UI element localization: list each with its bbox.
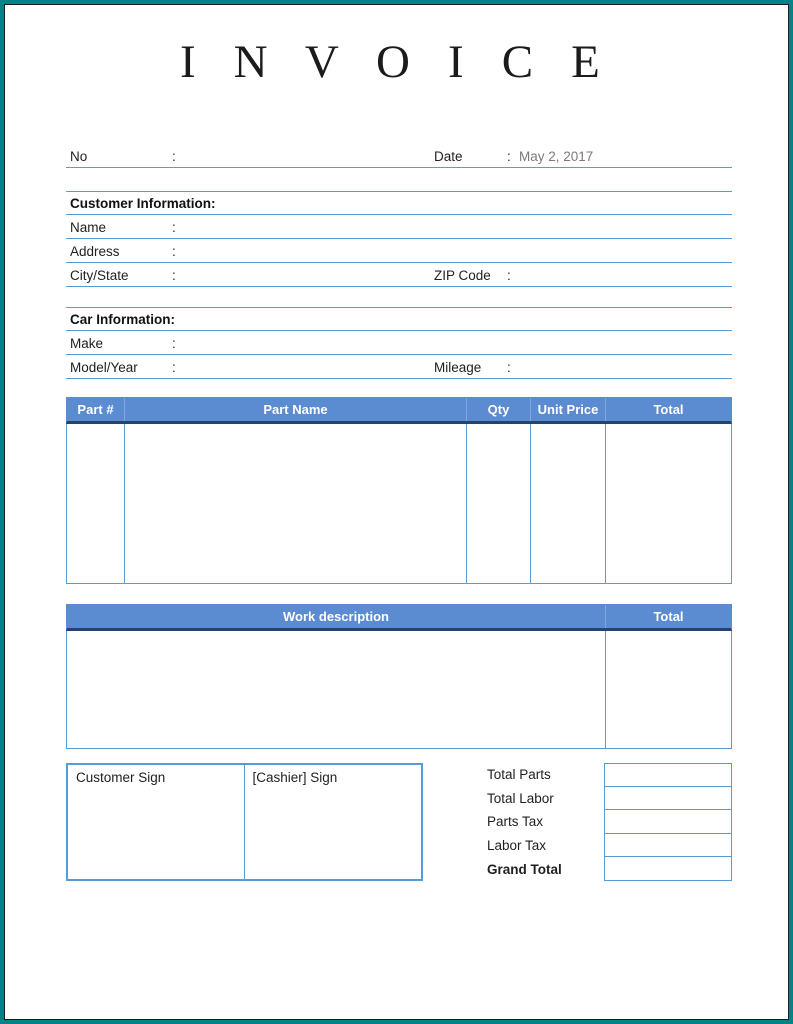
parts-header-qty: Qty: [467, 398, 531, 421]
name-label: Name: [70, 220, 107, 235]
row-make: [66, 331, 732, 355]
grand-total-field[interactable]: [604, 856, 732, 881]
cashier-sign-area[interactable]: [245, 765, 422, 879]
customer-sign-area[interactable]: [68, 765, 245, 879]
grand-total-label: Grand Total: [487, 861, 562, 877]
make-label: Make: [70, 336, 104, 351]
colon: :: [172, 220, 176, 235]
total-parts-label: Total Parts: [487, 767, 551, 783]
work-cell-total[interactable]: [606, 631, 731, 748]
customer-section-heading: [66, 192, 732, 215]
parts-table: [66, 397, 732, 584]
parts-tax-row: [485, 810, 732, 834]
colon: :: [172, 360, 176, 375]
colon: :: [507, 268, 511, 283]
row-address: [66, 239, 732, 263]
row-no-date: [66, 144, 732, 168]
total-labor-label: Total Labor: [487, 790, 554, 806]
parts-cell-qty[interactable]: [467, 424, 531, 583]
total-labor-field[interactable]: [604, 786, 732, 811]
zip-code-label: ZIP Code: [434, 268, 491, 283]
date-label: Date: [434, 149, 463, 164]
mileage-label: Mileage: [434, 360, 482, 375]
colon: :: [172, 268, 176, 283]
totals-section: [485, 763, 732, 881]
date-value: May 2, 2017: [519, 149, 594, 164]
parts-table-header: [66, 397, 732, 424]
customer-heading-text: Customer Information:: [70, 196, 216, 211]
labor-tax-field[interactable]: [604, 833, 732, 858]
colon: :: [172, 336, 176, 351]
labor-tax-row: [485, 834, 732, 858]
row-city-zip: [66, 263, 732, 287]
invoice-body: [66, 144, 732, 881]
colon: :: [507, 149, 511, 164]
total-parts-row: [485, 763, 732, 787]
work-header-total: Total: [653, 609, 684, 624]
work-table-row: [66, 631, 732, 749]
parts-header-total: Total: [653, 402, 684, 417]
total-parts-field[interactable]: [604, 763, 732, 787]
parts-header-unit-price: Unit Price: [531, 398, 606, 421]
car-heading-text: Car Information:: [70, 312, 176, 327]
work-table-header: [66, 604, 732, 631]
colon: :: [172, 149, 176, 164]
total-labor-row: [485, 787, 732, 811]
work-table: [66, 604, 732, 749]
colon: :: [507, 360, 511, 375]
city-state-label: City/State: [70, 268, 129, 283]
divider-rule: [66, 287, 732, 308]
colon: :: [172, 244, 176, 259]
no-label: No: [70, 149, 88, 164]
parts-cell-unit-price[interactable]: [531, 424, 606, 583]
work-cell-description[interactable]: [67, 631, 606, 748]
grand-total-row: [485, 857, 732, 881]
row-model-mileage: [66, 355, 732, 379]
parts-table-row: [66, 424, 732, 584]
signature-box: [66, 763, 423, 881]
parts-tax-label: Parts Tax: [487, 814, 544, 830]
work-header-description: Work description: [67, 605, 606, 628]
bottom-section: [66, 763, 732, 881]
model-year-label: Model/Year: [70, 360, 138, 375]
parts-cell-part-number[interactable]: [67, 424, 125, 583]
parts-header-part-name: Part Name: [125, 398, 467, 421]
parts-tax-field[interactable]: [604, 809, 732, 834]
cashier-sign-label: [Cashier] Sign: [252, 770, 338, 785]
car-section-heading: [66, 308, 732, 331]
parts-cell-part-name[interactable]: [125, 424, 467, 583]
customer-sign-label: Customer Sign: [76, 770, 166, 785]
address-label: Address: [70, 244, 120, 259]
row-name: [66, 215, 732, 239]
labor-tax-label: Labor Tax: [487, 838, 547, 854]
parts-header-part-number: Part #: [67, 398, 125, 421]
invoice-title: I N V O I C E: [179, 36, 614, 88]
parts-cell-total[interactable]: [606, 424, 731, 583]
divider-rule: [66, 168, 732, 192]
